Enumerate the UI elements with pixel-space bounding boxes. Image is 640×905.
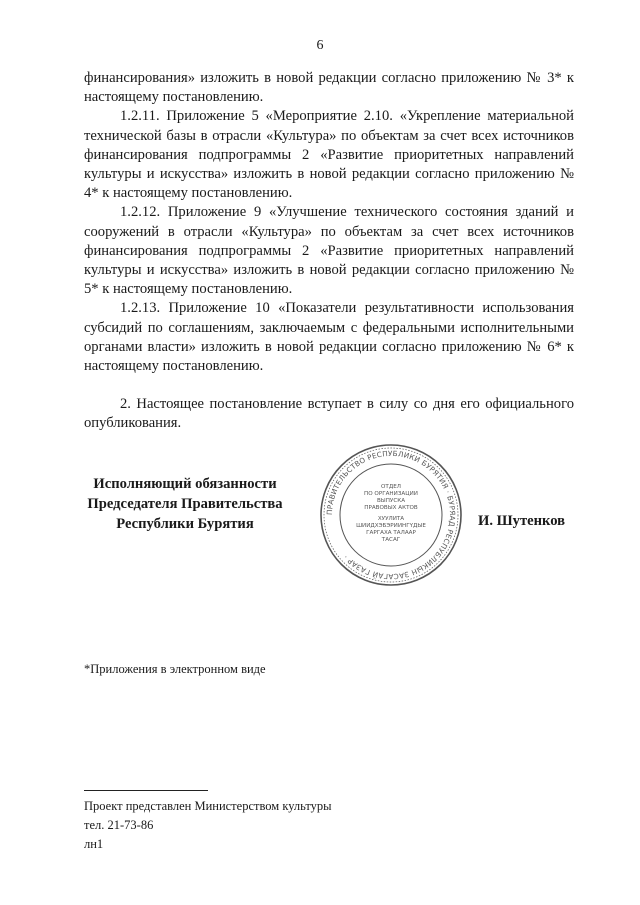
paragraph-1-2-12: 1.2.12. Приложение 9 «Улучшение технического состояния зданий и сооружений в отрасли «Культура» по объектам за счет всех источников финансирования подпрограммы 2 «Развитие приоритетных направлений культуры и искусства» изложить в новой редакции согласно приложению № 5* к настоящему постановлению. [84, 204, 574, 298]
footnote: *Приложения в электронном виде [84, 662, 266, 676]
signer-title [80, 474, 290, 534]
footer-divider [84, 790, 208, 791]
footer-line: лн1 [84, 837, 104, 851]
signer-title-line: Исполняющий обязанности [93, 476, 277, 492]
paragraph-1-2-11: 1.2.11. Приложение 5 «Мероприятие 2.10. «Укрепление материальной технической базы в отрасли «Культура» по объектам за счет всех источников финансирования подпрограммы 2 «Развитие приоритетных направлений культуры и искусства» изложить в новой редакции согласно приложению № 4* к настоящему постановлению. [84, 108, 574, 202]
svg-text:ПРАВИТЕЛЬСТВО РЕСПУБЛИКИ БУРЯТ [325, 449, 457, 581]
signer-title-line: Республики Бурятия [116, 516, 254, 532]
paragraph-2: 2. Настоящее постановление вступает в силу со дня его официального опубликования. [84, 396, 574, 432]
seal-text-line: ШИИДХЭБЭРИИНГҮДЫЕ [356, 523, 426, 529]
seal-text-line: ОТДЕЛ [381, 484, 401, 490]
seal-text-line: ПО ОРГАНИЗАЦИИ [364, 491, 418, 497]
signer-name: И. Шутенков [478, 513, 566, 529]
seal-text-line: ГАРГАХА ТАЛААР [366, 530, 416, 536]
seal-text-line: ХУУЛИТА [377, 516, 405, 522]
page-number: 6 [316, 38, 324, 53]
seal-text-line: ВЫПУСКА [376, 498, 406, 504]
paragraph-1-2-13: 1.2.13. Приложение 10 «Показатели результативности использования субсидий по соглашениям, заключаемым с федеральными исполнительными органами власти» изложить в новой редакции согласно приложению № 6* к настоящему постановлению. [84, 300, 574, 375]
seal-text-line: ПРАВОВЫХ АКТОВ [364, 505, 418, 511]
seal-text-line: ТАСАГ [381, 537, 401, 543]
footer [84, 797, 332, 854]
document-body [84, 69, 574, 434]
paragraph-continuation: финансирования» изложить в новой редакции согласно приложению № 3* к настоящему постановлению. [84, 70, 574, 106]
seal-outer-text: ПРАВИТЕЛЬСТВО РЕСПУБЛИКИ БУРЯТИЯ · БУРЯАД РЕСПУБЛИКЫН ЗАСАГАЙ ГАЗАР · [324, 448, 458, 582]
signer-title-line: Председателя Правительства [87, 496, 283, 512]
footer-line: Проект представлен Министерством культуры [84, 799, 332, 813]
official-seal [316, 440, 466, 590]
footer-line: тел. 21-73-86 [84, 818, 154, 832]
